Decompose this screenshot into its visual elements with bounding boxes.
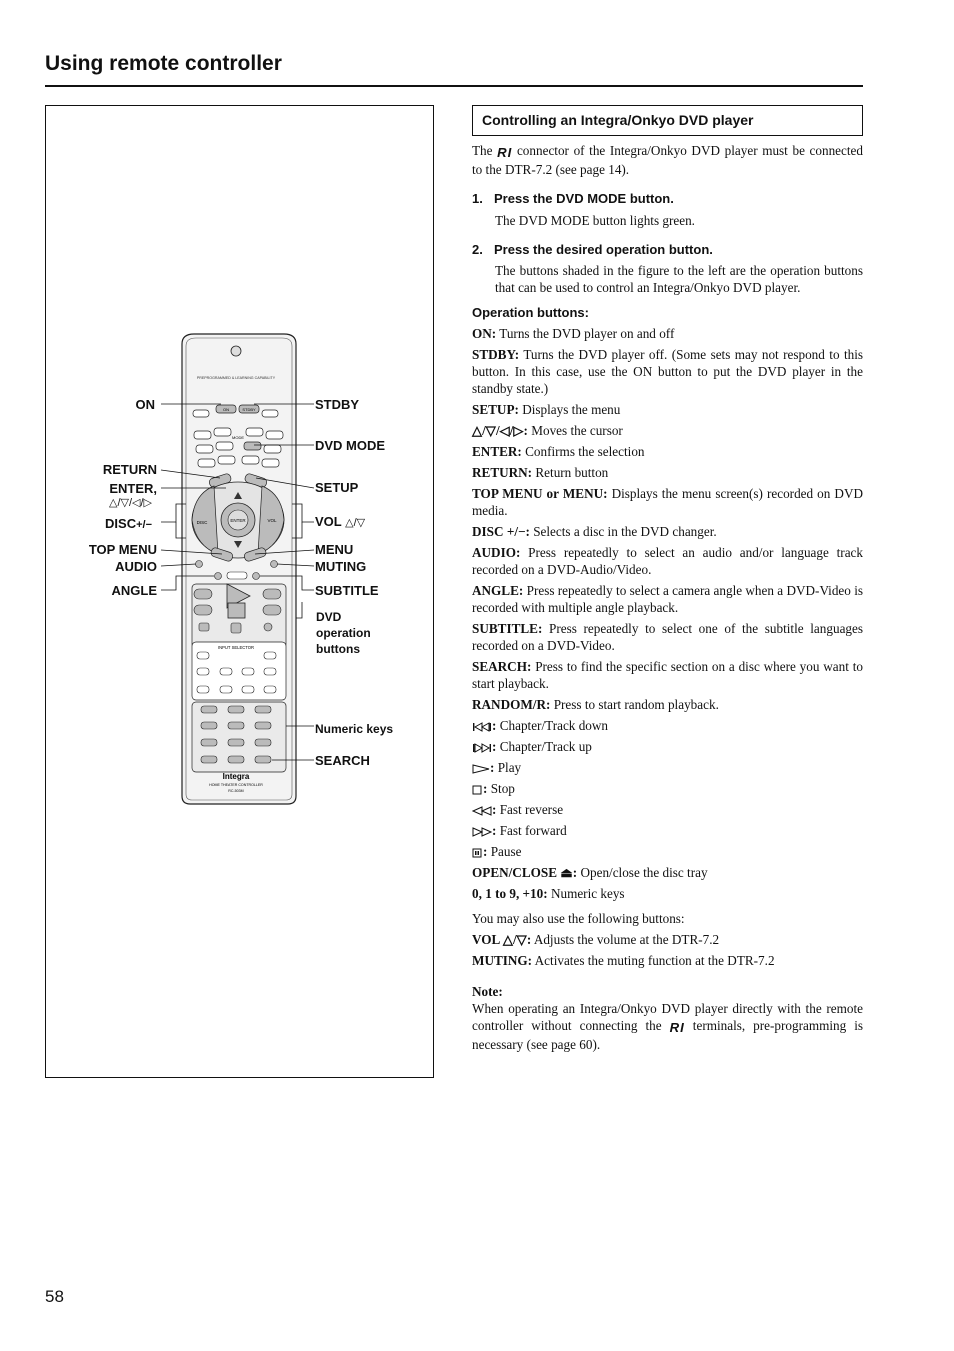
disc-plus-minus-icon: +/− <box>136 519 152 531</box>
label-subtitle: SUBTITLE <box>315 583 379 598</box>
remote-figure-panel <box>45 105 434 1078</box>
operation-item: RETURN: Return button <box>472 465 609 480</box>
label-enter-arrows: △/▽/◁/▷ <box>108 497 152 509</box>
label-dvd-operation-3: buttons <box>316 642 360 656</box>
operation-item: 0, 1 to 9, +10: Numeric keys <box>472 886 625 901</box>
intro-post: connector of the Integra/Onkyo DVD player must be connected to the DTR-7.2 (see page 14). <box>472 143 863 177</box>
remote-model-line2: RC-503M <box>228 789 244 793</box>
label-vol-arrows: △/▽ <box>345 517 366 529</box>
remote-mode-label: MODE <box>232 435 244 440</box>
operation-item: ENTER: Confirms the selection <box>472 444 645 459</box>
section-heading: Controlling an Integra/Onkyo DVD player <box>472 105 863 136</box>
operation-item: △/▽/◁/▷: Moves the cursor <box>472 423 623 438</box>
chapter-down-icon <box>472 722 492 732</box>
also-intro: You may also use the following buttons: <box>472 911 685 926</box>
remote-vol-label: VOL <box>267 518 277 523</box>
label-disc <box>105 516 152 533</box>
fast-forward-icon <box>472 827 492 837</box>
operation-item: OPEN/CLOSE ⏏: Open/close the disc tray <box>472 865 708 880</box>
note-body: When operating an Integra/Onkyo DVD player directly with the remote controller without connecting the RI terminals, pre-programming is necessary (see page 60). <box>472 1001 864 1052</box>
title-divider <box>45 85 863 87</box>
page-number: 58 <box>45 1287 64 1306</box>
remote-disc-label: DISC <box>196 520 208 525</box>
operation-item: STDBY: Turns the DVD player off. (Some sets may not respond to this button. In this case, use the ON button to put the DVD player in the standby state.) <box>472 347 863 396</box>
label-dvd-mode: DVD MODE <box>315 438 386 453</box>
stop-icon <box>472 785 483 795</box>
step-1-body: The DVD MODE button lights green. <box>495 213 695 228</box>
label-dvd-operation-1: DVD <box>316 610 342 624</box>
label-setup: SETUP <box>315 480 359 495</box>
label-disc-text: DISC <box>105 516 137 531</box>
operation-item: : Fast forward <box>472 822 863 839</box>
label-top-menu: TOP MENU <box>88 542 157 557</box>
label-angle: ANGLE <box>111 583 157 598</box>
operation-item: RANDOM/R: Press to start random playback. <box>472 697 719 712</box>
operation-item: : Chapter/Track up <box>472 738 863 755</box>
eject-icon: ⏏: <box>560 865 578 880</box>
operation-item: ANGLE: Press repeatedly to select a camera angle when a DVD-Video is recorded with multiple angle playback. <box>472 583 863 615</box>
fast-reverse-icon <box>472 806 492 816</box>
remote-input-selector-label: INPUT SELECTOR <box>217 645 255 650</box>
operation-item: SEARCH: Press to find the specific section on a disc where you want to start playback. <box>472 659 863 691</box>
note-heading: Note: <box>472 984 503 999</box>
operation-item: SETUP: Displays the menu <box>472 402 621 417</box>
operation-item: TOP MENU or MENU: Displays the menu screen(s) recorded on DVD media. <box>472 486 863 518</box>
remote-model-line1: HOME THEATER CONTROLLER <box>209 783 263 787</box>
operation-item: AUDIO: Press repeatedly to select an audio and/or language track recorded on a DVD-Audio/Video. <box>472 545 863 577</box>
chapter-up-icon <box>472 743 492 753</box>
step-2-title: 2. Press the desired operation button. <box>472 242 713 257</box>
operation-item: DISC +/−: Selects a disc in the DVD changer. <box>472 524 717 539</box>
disc-plus-minus-icon: +/−: <box>506 524 530 539</box>
label-menu: MENU <box>315 542 354 557</box>
intro-pre: The <box>472 143 493 158</box>
ri-logo-icon: RI <box>669 1020 685 1035</box>
label-vol-text: VOL <box>315 514 342 529</box>
step-1-title: 1. Press the DVD MODE button. <box>472 191 674 206</box>
operation-item: SUBTITLE: Press repeatedly to select one of the subtitle languages recorded on a DVD-Video. <box>472 621 863 653</box>
remote-top-text: PREPROGRAMMED & LEARNING CAPABILITY <box>196 376 276 380</box>
label-numeric-keys: Numeric keys <box>315 722 394 736</box>
operation-item: : Fast reverse <box>472 801 863 818</box>
remote-brand-logo: Integra <box>222 772 250 781</box>
remote-stdby-label: STDBY <box>242 407 256 412</box>
label-search: SEARCH <box>315 753 370 768</box>
operation-heading: Operation buttons: <box>472 305 589 320</box>
operation-item: : Pause <box>472 843 863 860</box>
intro-paragraph <box>472 142 863 178</box>
operation-list <box>472 325 863 902</box>
operation-item: : Play <box>472 759 863 776</box>
ri-logo-icon: RI <box>497 145 513 160</box>
operation-item: ON: Turns the DVD player on and off <box>472 326 675 341</box>
label-return: RETURN <box>102 462 157 477</box>
remote-enter-label: ENTER <box>230 518 246 523</box>
label-stdby: STDBY <box>315 397 360 412</box>
play-icon <box>472 764 490 774</box>
label-dvd-operation-2: operation <box>316 626 371 640</box>
step-2-body: The buttons shaded in the figure to the left are the operation buttons that can be used to control an Integra/Onkyo DVD player. <box>495 263 863 295</box>
instructions-column <box>472 105 863 1053</box>
label-audio: AUDIO <box>115 559 157 574</box>
label-enter: ENTER, <box>109 481 157 496</box>
label-vol <box>315 514 365 531</box>
label-muting: MUTING <box>315 559 367 574</box>
pause-icon <box>472 848 483 858</box>
page-title: Using remote controller <box>45 52 282 75</box>
also-item: VOL △/▽: Adjusts the volume at the DTR-7.2 <box>472 932 720 947</box>
operation-item: : Stop <box>472 780 863 797</box>
also-item: MUTING: Activates the muting function at the DTR-7.2 <box>472 953 775 968</box>
label-on: ON <box>135 397 155 412</box>
remote-on-label: ON <box>223 407 229 412</box>
operation-item: : Chapter/Track down <box>472 717 863 734</box>
